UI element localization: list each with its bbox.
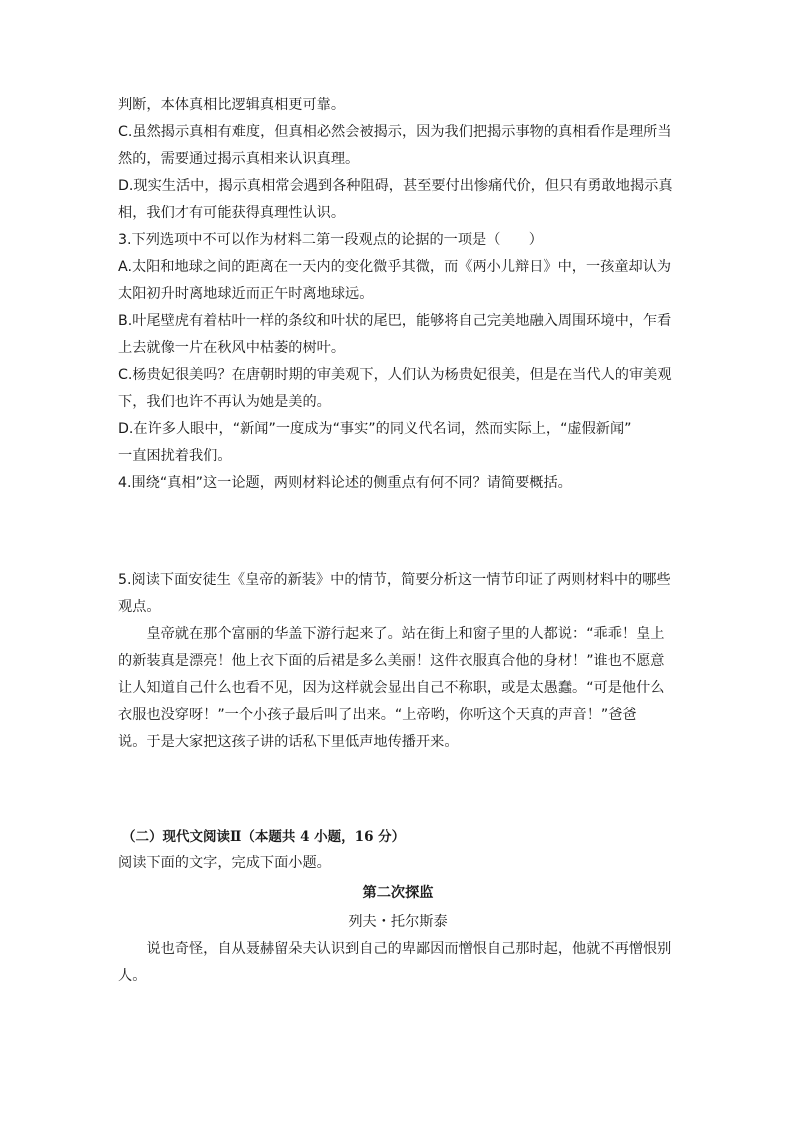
question3-stem: 3.下列选项中不可以作为材料二第一段观点的论据的一项是（ ） <box>118 232 543 248</box>
section-instruction: 阅读下面的文字，完成下面小题。 <box>118 855 331 871</box>
text-line: 观点。 <box>118 599 161 615</box>
text-line: 判断，本体真相比逻辑真相更可靠。 <box>118 97 346 113</box>
question5 <box>118 567 678 756</box>
answer-space <box>118 497 678 567</box>
story-paragraph-line: 人。 <box>118 968 147 984</box>
excerpt-line: 让人知道自己什么也看不见，因为这样就会显出自己不称职，或是太愚蠢。“可是他什么 <box>118 680 665 696</box>
question4-stem: 4.围绕“真相”这一论题，两则材料论述的侧重点有何不同？请简要概括。 <box>118 475 572 491</box>
question2-options-continued <box>118 92 678 227</box>
section2 <box>118 824 678 990</box>
story-author: 列夫・托尔斯泰 <box>348 914 448 930</box>
answer-space <box>118 756 678 824</box>
question5-stem: 5.阅读下面安徒生《皇帝的新装》中的情节，简要分析这一情节印证了两则材料中的哪些 <box>118 572 671 588</box>
text-line: 下，我们也许不再认为她是美的。 <box>118 394 331 410</box>
story-paragraph-line: 说也奇怪，自从聂赫留朵夫认识到自己的卑鄙因而憎恨自己那时起，他就不再憎恨别 <box>118 941 672 957</box>
question5-excerpt <box>118 621 678 756</box>
text-line: 然的，需要通过揭示真相来认识真理。 <box>118 151 360 167</box>
text-line: 一直困扰着我们。 <box>118 448 232 464</box>
option-a-line: A.太阳和地球之间的距离在一天内的变化微乎其微，而《两小儿辩日》中，一孩童却认为 <box>118 259 672 275</box>
text-line: 相，我们才有可能获得真理性认识。 <box>118 205 346 221</box>
text-line: 太阳初升时离地球近而正午时离地球远。 <box>118 286 374 302</box>
page-content <box>118 92 678 990</box>
excerpt-line: 说。于是大家把这孩子讲的话私下里低声地传播开来。 <box>118 734 459 750</box>
excerpt-line: 皇帝就在那个富丽的华盖下游行起来了。站在街上和窗子里的人都说：“乖乖！皇上 <box>118 626 665 642</box>
question3 <box>118 227 678 470</box>
option-b-line: B.叶尾壁虎有着枯叶一样的条纹和叶状的尾巴，能够将自己完美地融入周围环境中，乍看 <box>118 313 672 329</box>
excerpt-line: 衣服也没穿呀！”一个小孩子最后叫了出来。“上帝哟，你听这个天真的声音！”爸爸 <box>118 707 637 723</box>
option-c-line: C.虽然揭示真相有难度，但真相必然会被揭示，因为我们把揭示事物的真相看作是理所当 <box>118 124 672 140</box>
option-c-line: C.杨贵妃很美吗？在唐朝时期的审美观下，人们认为杨贵妃很美，但是在当代人的审美观 <box>118 367 672 383</box>
section-heading: （二）现代文阅读Ⅱ（本题共 4 小题，16 分） <box>122 829 406 845</box>
option-d-line: D.现实生活中，揭示真相常会遇到各种阻碍，甚至要付出惨痛代价，但只有勇敢地揭示真 <box>118 178 673 194</box>
excerpt-line: 的新装真是漂亮！他上衣下面的后裙是多么美丽！这件衣服真合他的身材！”谁也不愿意 <box>118 653 665 669</box>
story-title: 第二次探监 <box>362 885 434 901</box>
text-line: 上去就像一片在秋风中枯萎的树叶。 <box>118 340 346 356</box>
option-d-line: D.在许多人眼中，“新闻”一度成为“事实”的同义代名词，然而实际上，“虚假新闻” <box>118 421 632 437</box>
